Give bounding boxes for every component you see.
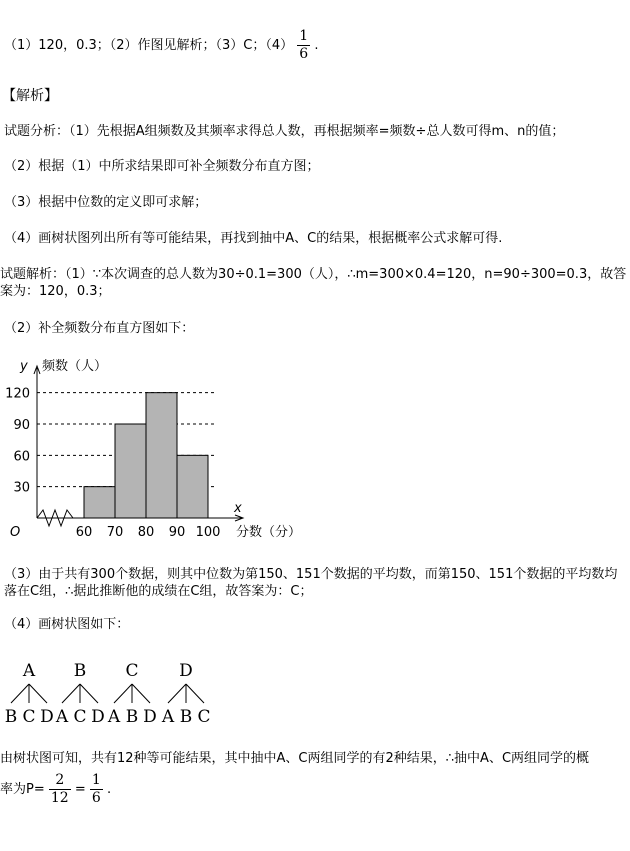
x-axis-label: 分数（分）	[236, 525, 302, 540]
solution-line-2: （2）补全频数分布直方图如下：	[4, 321, 195, 336]
analysis-line-2: （2）根据（1）中所求结果即可补全频数分布直方图；	[4, 159, 320, 174]
x-tick-label: 100	[195, 525, 221, 540]
probability-fraction-2-denominator: 6	[91, 790, 101, 806]
tree-branch	[168, 684, 186, 703]
solution-line-1: 试题解析：（1）∵本次调查的总人数为30÷0.1=300（人），∴m=300×0.4=120，n=90÷300=0.3，故答案为：120，0.3；	[0, 267, 627, 299]
x-tick-label: 80	[137, 525, 155, 540]
histogram-bar	[146, 393, 177, 518]
analysis-line-1: 试题分析：（1）先根据A组频数及其频率求得总人数，再根据频率=频数÷总人数可得m、n的值；	[4, 124, 565, 139]
tree-leaf: C	[22, 707, 36, 727]
histogram	[0, 350, 310, 550]
tree-leaf: A	[107, 707, 121, 727]
probability-fraction-1-numerator: 2	[49, 772, 71, 790]
equals-sign: =	[74, 782, 86, 797]
tree-branch	[186, 684, 204, 703]
origin-label: O	[10, 525, 21, 540]
tree-branch	[62, 684, 80, 703]
answer-fraction-denominator: 6	[299, 46, 309, 62]
probability-fraction-2-numerator: 1	[91, 772, 101, 788]
y-tick-label: 90	[13, 418, 30, 433]
tree-root-a: A	[22, 661, 36, 681]
y-tick-label: 120	[5, 386, 30, 402]
y-tick-labels	[5, 387, 30, 496]
histogram-bar	[177, 455, 208, 518]
solution-line-5: 由树状图可知，共有12种等可能结果，其中抽中A、C两组同学的有2种结果，∴抽中A、C两组同学的概	[0, 751, 590, 766]
y-tick-label: 60	[13, 449, 30, 465]
tree-branch	[29, 684, 47, 703]
tree-leaf: A	[55, 707, 69, 727]
answer-line	[4, 28, 319, 63]
tree-diagram	[0, 654, 240, 734]
tree-leaf: D	[91, 707, 105, 727]
tree-leaf: C	[73, 707, 87, 727]
x-tick-label: 90	[168, 525, 186, 540]
analysis-line-4: （4）画树状图列出所有等可能结果，再找到抽中A、C的结果，根据概率公式求解可得.	[4, 231, 503, 246]
x-axis-letter: x	[234, 501, 242, 516]
answer-fraction-numerator: 1	[299, 28, 309, 44]
tree-leaf: B	[125, 707, 139, 727]
tree-branch	[80, 684, 98, 703]
tree-leaf: D	[143, 707, 157, 727]
solution-line-4: （4）画树状图如下：	[4, 617, 130, 632]
tree-branch	[11, 684, 29, 703]
y-axis-letter: y	[20, 359, 28, 374]
solution-line-3: （3）由于共有300个数据，则其中位数为第150、151个数据的平均数，而第150、151个数据的平均数均落在C组，∴据此推断他的成绩在C组，故答案为：C；	[4, 567, 618, 599]
histogram-bar	[115, 424, 146, 518]
solution-line-6	[0, 772, 111, 807]
tree-leaf: D	[40, 707, 54, 727]
y-tick-label: 30	[13, 480, 30, 496]
probability-fraction-1-denominator: 12	[50, 790, 69, 806]
histogram-bars	[84, 393, 208, 518]
tree-root-b: B	[73, 661, 87, 681]
tree-leaf: B	[4, 707, 18, 727]
tree-leaf: B	[179, 707, 193, 727]
probability-prefix: 率为P=	[0, 782, 45, 797]
analysis-line-3: （3）根据中位数的定义即可求解；	[4, 195, 208, 210]
probability-end: .	[106, 782, 112, 797]
tree-branch	[114, 684, 132, 703]
x-tick-label: 60	[75, 525, 93, 540]
tree-root-c: C	[125, 661, 139, 681]
histogram-bar	[84, 487, 115, 518]
tree-branch	[132, 684, 150, 703]
probability-fraction-2	[90, 772, 103, 807]
probability-fraction-1	[49, 772, 71, 807]
tree-leaf: A	[161, 707, 175, 727]
y-axis-label: 频数（人）	[42, 359, 108, 374]
x-tick-labels	[76, 525, 221, 540]
answer-fraction	[297, 28, 310, 63]
x-tick-label: 70	[106, 525, 124, 540]
section-heading: 【解析】	[2, 88, 58, 104]
tree-leaf: C	[197, 707, 211, 727]
answer-text: （1）120，0.3；（2）作图见解析；（3）C；（4）	[4, 38, 294, 53]
answer-end: .	[314, 38, 319, 53]
tree-root-d: D	[179, 661, 193, 681]
